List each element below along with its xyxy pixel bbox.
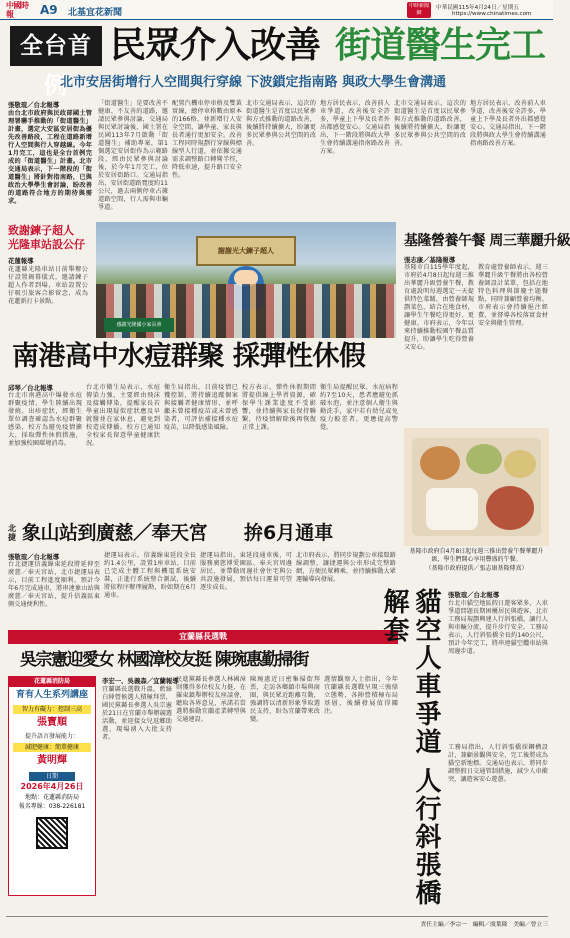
footer-editors: 責任主編／李宗一 編輯／虞葉隆 美編／曾立三 [420, 922, 548, 928]
xiangshan-col4: 北市府表示，將同步規劃公車接駁路線調整，讓捷運與公車形成完整路網，方便民眾轉乘，並持續推動大眾運輸導向發展。 [296, 552, 396, 583]
ad-head: 花蓮縣消防局 [9, 677, 95, 687]
sign-text: 謝謝光大鍊子超人 [218, 247, 274, 255]
lead-kicker: 全台首例 [20, 33, 92, 99]
xiangshan-prefix: 北捷 [8, 524, 16, 542]
lunch-caption-2: （基隆市政府提供／張志康基隆傳真） [425, 565, 528, 572]
ad-date-label: 日期 [29, 772, 75, 781]
sign-board [196, 236, 296, 266]
lead-title-a: 民眾介入改善 [110, 25, 321, 66]
brand-badge-text: 中時新聞網 [408, 3, 429, 16]
ad-date: 2026年4月26日 [20, 782, 84, 791]
xiangshan-title-b: 拚6月通車 [244, 522, 334, 544]
nangang-col5: 衛生局提醒民眾，水痘病程約7至10天，患者應避免抓破水泡，並注意個人衛生與勤洗手，家中若有幼兒或免疫力較差者，更應提高警覺。 [320, 384, 398, 431]
lunch-bowl-1 [420, 446, 460, 480]
ad-qr-icon[interactable] [36, 817, 68, 849]
taxi-col2: 工務局指出，人行斜張橋採鋼構設計，兼顧景觀與安全，完工後將成為貓空新地標。交通局也表示，將同步調整假日交通管制措施，減少人車衝突，讓遊客安心遊憩。 [448, 744, 548, 783]
lead-col2: 「街道醫生」是要改善不健康、不友善的道路，邀請民眾參與討論，交通局與民眾討論後，國土署在民國113年7月啟動「街道醫生」補助專案，第1個選定安居街作為示範路段，經由民眾參與討論後，於今年1月完工，位於安居街路口。交通局指出，安居街道路寬度約11公尺，過去兩側停車占據道路空間，行人需與車輛爭道。 [98, 100, 168, 211]
banner-text: 感謝光隆國小家長會 [116, 322, 162, 328]
keelung-col2: 教育處營養師表示，週三華麗升級午餐將由各校營養師設計菜單，包括在地特色料理與節慶主題餐點，同時兼顧營養均衡。市府表示會持續挹注經費，並督導各校落實食材安全與衛生管理。 [478, 264, 548, 327]
lunch-caption-1: 基隆市政府自4月8日起每週三推出營養午餐華麗升級，學生們開心享用豐盛的午餐。 [409, 548, 544, 563]
lead-col5: 地方居民表示，改善前人車爭道，改善後安全許多，學童上下學及長者外出都感覺安心。交通局指出，下一階段將與政大學生會持續溝通指南路改善方案。 [320, 100, 390, 155]
nangang-col1: 台北市南港高中爆發水痘群聚疫情，學生陸續出現發燒、出疹症狀，經衛生單位調查確認為水痘群聚感染，校方為避免疫情擴大，採取彈性休假措施，並加強校園環境消毒。 [8, 392, 82, 447]
taxi-body: 台北市貓空地區假日遊客眾多，人車爭道問題長期困擾居民與遊客，北市工務局規劃興建人行斜張橋，讓行人與車輛分流，提升步行安全。工務局表示，人行斜張橋全長約140公尺，預計今年完工，將串連貓空纜車站與周邊步道。 [448, 600, 548, 655]
ad-name-2: 黃明輝 [37, 755, 67, 766]
lead-byline: 張敬瑄／台北報導 [8, 101, 60, 109]
nangang-title: 南港高中水痘群聚 採彈性休假 [12, 341, 366, 372]
lunch-photo [404, 428, 549, 546]
xiangshan-col3: 捷運局指出，東延段通車後，可服務廣慈博愛園區、奉天宮周邊居民，並帶動周邊社會住宅與公共設施發展，預估每日運量可望逐步成長。 [200, 552, 292, 591]
xiangshan-byline: 張敬瑄／台北報導 [8, 553, 60, 561]
taxi-byline: 張敬瑄／台北報導 [448, 591, 500, 599]
section-name: 北基宜花新聞 [68, 8, 123, 18]
lead-col4: 北市交通局表示，這次的街道醫生是首度以民眾參與方式推動的道路改善，後續將持續擴大，盼讓更多民眾參與公共空間的改善。 [246, 100, 316, 147]
ad-box [8, 676, 96, 896]
lead-subtitle: 北市安居街增行人空間與行穿線 下波鎖定指南路 與政大學生會溝通 [60, 75, 447, 90]
election-banner-text: 宜蘭縣長選戰 [179, 632, 227, 641]
lunch-bowl-3 [504, 450, 536, 478]
keelung-body: 基隆市自115學年度起，市府於4月8日起每週三推出華麗升級營養午餐，教育處說明每週選定一天提供特色菜餚，由營養師規劃菜色，結合在地食材，讓學生午餐吃得更好、更健康。市府表示，今年以來持續推動校園午餐品質提升，盼讓學生吃得營養又安心。 [404, 264, 474, 351]
sidebar-title-1: 致謝鍊子超人 光隆車站設公仔 [8, 224, 85, 251]
election-title: 吳宗憲迎愛女 林國漳校友挺 陳琬惠勤掃街 [20, 650, 308, 670]
lead-col7: 地方居民表示，改善前人車爭道，改善後安全許多，學童上下學及長者外出都感覺安心。交通局指出，下一階段將與政大學生會持續溝通指南路改善方案。 [470, 100, 546, 147]
ad-line-5[interactable]: 報名專線：038-226181 [18, 803, 86, 810]
nangang-col4: 校方表示，彈性休假期間將提供線上學習資源，確保學生課業進度不受影響，並持續與家長保持聯繫，待疫情解除後再恢復正常上課。 [242, 384, 316, 431]
group-photo [96, 222, 396, 338]
lunch-rice [426, 488, 478, 530]
lunch-bowl-2 [466, 444, 502, 474]
newspaper-logo [6, 1, 34, 19]
keelung-title: 基隆營養午餐 周三華麗升級 [404, 233, 570, 249]
election-byline: 李宏一、吳義森／宜蘭報導 [102, 677, 179, 685]
date-line: 中華民國115年4月24日／星期五 [436, 5, 519, 11]
nangang-col3: 衛生局指出，目前疫情已獲控制，將持續追蹤個案與接觸者健康情形，並呼籲未曾接種疫苗或未曾感染者，可評估補接種水痘疫苗，以降低感染風險。 [164, 384, 238, 431]
ad-name-1: 張寶順 [37, 717, 67, 728]
nangang-col2: 台北市衛生局表示，水痘傳染力強，主要經由飛沫及接觸傳染，提醒家長若學童出現疑似症狀應及早就醫並在家休息，避免到校造成傳播。校方已通知全校家長留意學童健康狀況。 [86, 384, 160, 447]
banner-cloth [104, 318, 174, 332]
brand-badge [407, 2, 431, 18]
logo-text: 中國時報 [6, 1, 29, 19]
lead-body: 由台北市政府與民政部國土管理署聯手推動的「街道醫生」計畫，選定大安區安居街為優先改善路段，工程在道路新增行人空間與行人穿越線。今年1月完工，這也是全台首例完成的「街道醫生」計畫。北市交通局表示，下一階段的「街道醫生」將針對指南路，已與政治大學學生會討論，盼改善的道路符合地方的期待與需求。 [8, 110, 92, 205]
taxi-title: 貓空人車爭道 人行斜張橋解套 [379, 588, 441, 908]
sidebar-body-1: 花蓮縣光隆車站日前舉辦公仔設置揭幕儀式，邀請鍊子超人作者到場，車站設置公仔吸引旅客合影留念，成為花蓮新打卡景點。 [8, 266, 88, 305]
ad-line-3: 減肥健康：簡單健康 [13, 743, 91, 752]
ad-line-1: 智力有礙力：控制三高 [13, 705, 91, 714]
election-col3: 陳琬惠近日密集掃街拜票，走訪各鄉鎮市場與商圈，與民眾近距離互動，強調將以清新形象爭取選民支持，盼為宜蘭帶來改變。 [250, 676, 320, 723]
xiangshan-col1: 台北捷運信義線東延段將延伸至廣慈／奉天宮站，北市捷運局表示，目前工程進度順利，預計今年6月完成通車，將串連象山站與廣慈／奉天宮站，提升信義區東側交通便利性。 [8, 561, 100, 608]
lunch-soup [486, 486, 534, 530]
sidebar-byline-1: 花蓮報導 [8, 257, 34, 265]
ad-title: 育有人生系列講座 [15, 690, 88, 700]
footer-rule [6, 916, 548, 917]
election-col4: 選情觀察人士指出，今年宜蘭縣長選戰呈現三強鼎立態勢，各陣營積極布局基層，後續發展值得關注。 [324, 676, 398, 715]
lead-kicker-box [10, 26, 102, 99]
xiangshan-col2: 捷運局表示，信義線東延段全長約1.4公里，設置1座車站，目前已完成主體工程與機電系統安裝，正進行系統整合測試，後續將依程序辦理履勘，盼如期在6月通車。 [104, 552, 196, 599]
election-col2: 民進黨縣長參選人林國漳則獲得多位校友力挺，在羅東鎮舉辦校友座談會，聽取各界意見，承諾若當選將推動宜蘭產業轉型與交通建設。 [176, 676, 246, 723]
xiangshan-title-a: 象山站到廣慈／奉天宮 [22, 522, 208, 544]
lead-col3: 配置汽機車停車格及雙黃實線，總停車格數由原本的166格，並新增行人安全空間，讓學童、家長與長者通行更加安全。改善工程同時規劃行穿線與標線型人行道，並依據交通需求調整路口轉彎半徑，降低車速，提升路口安全性。 [172, 100, 242, 179]
page-number: A9 [40, 3, 58, 17]
ad-line-2: 提升語言發展能力： [24, 733, 79, 740]
website[interactable]: https://www.chinatimes.com [452, 11, 532, 17]
keelung-byline: 張志康／基隆報導 [404, 256, 456, 264]
election-banner [8, 630, 398, 644]
election-col1: 宜蘭縣長選戰升溫，藍綠白陣營候選人積極拜票，國民黨縣長參選人吳宗憲於21日在宜蘭市舉辦競選活動，並迎接女兒返鄉助選，現場湧入大批支持者。 [102, 686, 172, 741]
lead-col6: 北市交通局表示，這次的街道醫生是首度以民眾參與方式推動的道路改善，後續將持續擴大，盼讓更多民眾參與公共空間的改善。 [394, 100, 466, 147]
nangang-byline: 邱琴／台北報導 [8, 384, 53, 392]
lead-title-b: 街道醫生完工 [335, 25, 546, 66]
masthead [0, 0, 553, 20]
ad-line-4: 地點：花蓮縣消防局 [24, 794, 79, 801]
